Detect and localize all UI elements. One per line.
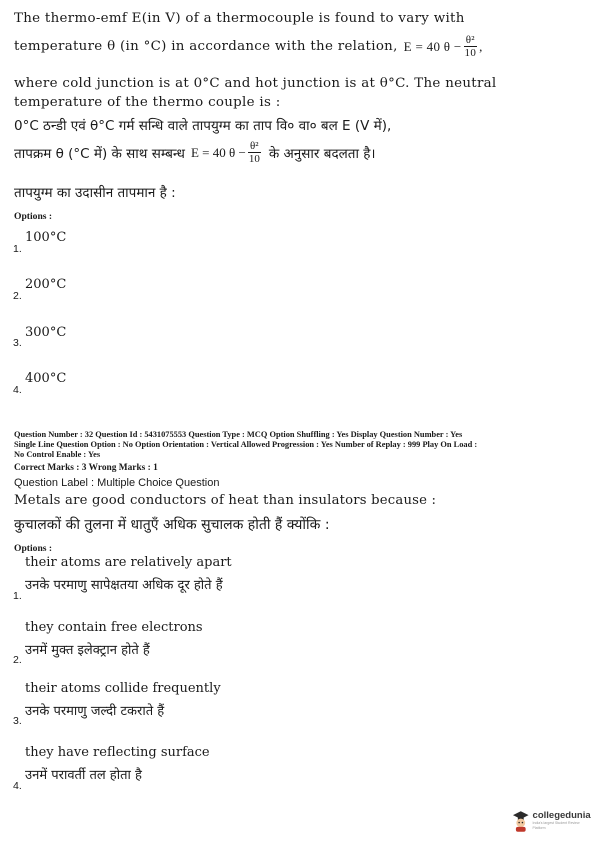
fraction-denominator: 10 bbox=[464, 47, 477, 59]
q32-meta-line-3: No Control Enable : Yes bbox=[14, 450, 101, 459]
q31-hindi-line-3: तापयुग्म का उदासीन तापमान है : bbox=[14, 185, 176, 201]
option-number: 3. bbox=[13, 337, 22, 349]
q31-formula bbox=[404, 34, 483, 59]
option-number: 1. bbox=[13, 590, 22, 602]
q31-hindi-formula bbox=[191, 140, 263, 165]
q32-options-label: Options : bbox=[14, 543, 53, 554]
collegedunia-logo bbox=[512, 808, 592, 834]
option-text: 200°C bbox=[25, 277, 67, 292]
formula-fraction bbox=[463, 34, 479, 59]
q31-hindi-line-1: 0°C ठन्डी एवं θ°C गर्म सन्धि वाले तापयुग्म का ताप वि० वा० बल E (V में), bbox=[14, 118, 392, 134]
q32-question-hindi: कुचालकों की तुलना में धातुएँ अधिक सुचालक होती हैं क्योंकि : bbox=[14, 517, 330, 533]
option-text-english: they have reflecting surface bbox=[25, 745, 210, 760]
formula-lhs: E = 40 θ − bbox=[190, 144, 246, 160]
option-text-hindi: उनके परमाणु सापेक्षतया अधिक दूर होते हैं bbox=[25, 578, 223, 593]
option-number: 1. bbox=[13, 243, 22, 255]
option-text: 300°C bbox=[25, 325, 67, 340]
q31-line-4: temperature of the thermo couple is : bbox=[14, 95, 281, 110]
q31-options-label: Options : bbox=[14, 211, 53, 222]
option-number: 2. bbox=[13, 290, 22, 302]
q31-hindi-line-2-end: के अनुसार बदलता है। bbox=[268, 145, 376, 162]
logo-text-block bbox=[533, 811, 592, 831]
formula-lhs: E = 40 θ − bbox=[403, 38, 462, 54]
q31-line-2 bbox=[14, 34, 483, 59]
option-number: 4. bbox=[13, 780, 22, 792]
q31-line-2-text: temperature θ (in °C) in accordance with the relation, bbox=[14, 39, 398, 54]
fraction-numerator: θ² bbox=[250, 140, 259, 152]
option-text: 400°C bbox=[25, 371, 67, 386]
option-text-hindi: उनके परमाणु जल्दी टकराते हैं bbox=[25, 704, 165, 719]
option-number: 4. bbox=[13, 384, 22, 396]
q32-question-english: Metals are good conductors of heat than insulators because : bbox=[14, 493, 437, 508]
q31-line-1: The thermo-emf E(in V) of a thermocouple is found to vary with bbox=[14, 11, 465, 26]
q31-line-3: where cold junction is at 0°C and hot junction is at θ°C. The neutral bbox=[14, 76, 497, 91]
q31-hindi-line-2-text: तापक्रम θ (°C में) के साथ सम्बन्ध bbox=[14, 145, 185, 162]
q32-meta-line-1: Question Number : 32 Question Id : 5431075553 Question Type : MCQ Option Shuffling : Yes Display Question Number : Yes bbox=[14, 430, 463, 439]
q31-hindi-line-2 bbox=[14, 140, 376, 165]
formula-fraction bbox=[247, 140, 262, 165]
q32-question-label: Question Label : Multiple Choice Question bbox=[14, 477, 220, 489]
fraction-denominator: 10 bbox=[248, 153, 260, 165]
option-text: 100°C bbox=[25, 230, 67, 245]
option-text-english: their atoms collide frequently bbox=[25, 681, 221, 696]
q32-meta-line-2: Single Line Question Option : No Option Orientation : Vertical Allowed Progression : Yes Number of Replay : 999 Play On Load : bbox=[14, 440, 478, 449]
option-number: 2. bbox=[13, 654, 22, 666]
option-number: 3. bbox=[13, 715, 22, 727]
q32-marks: Correct Marks : 3 Wrong Marks : 1 bbox=[14, 463, 158, 473]
logo-name: collegedunia bbox=[532, 810, 591, 821]
fraction-numerator: θ² bbox=[465, 34, 475, 46]
graduate-icon bbox=[512, 810, 530, 832]
option-text-english: they contain free electrons bbox=[25, 620, 203, 635]
option-text-hindi: उनमें परावर्ती तल होता है bbox=[25, 768, 142, 783]
option-text-english: their atoms are relatively apart bbox=[25, 555, 232, 570]
logo-tagline: India's largest Student Review Platform bbox=[532, 821, 580, 830]
option-text-hindi: उनमें मुक्त इलेक्ट्रान होते हैं bbox=[25, 643, 150, 658]
formula-comma: , bbox=[479, 38, 483, 54]
